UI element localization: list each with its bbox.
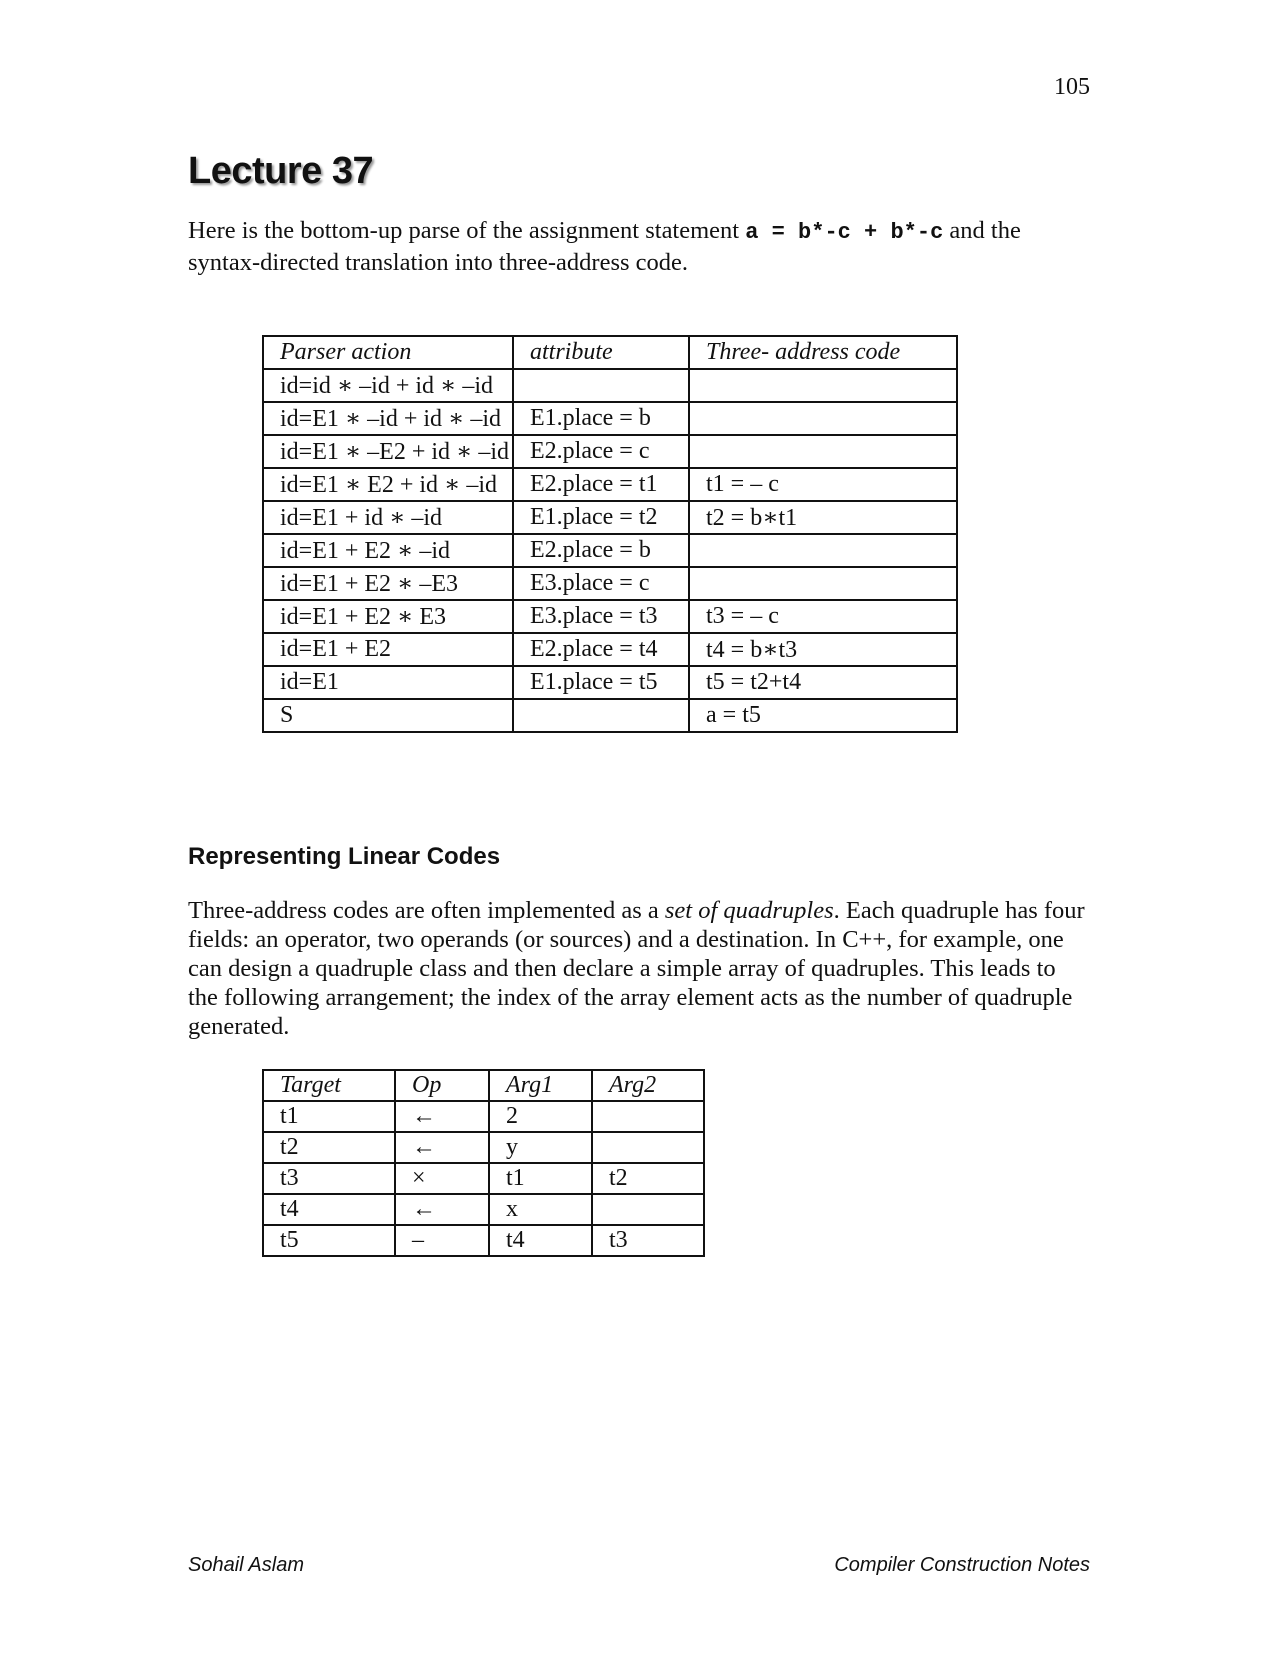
- parser-action-cell: id=E1 ∗ –id + id ∗ –id: [263, 402, 513, 435]
- header-target: Target: [263, 1070, 395, 1101]
- code-cell: [689, 402, 957, 435]
- table-row: [263, 534, 957, 567]
- arg1-cell: x: [489, 1194, 592, 1225]
- table-row: [263, 1101, 704, 1132]
- parser-action-cell: id=E1 ∗ E2 + id ∗ –id: [263, 468, 513, 501]
- quadruple-table: [262, 1069, 705, 1257]
- table-row: [263, 402, 957, 435]
- op-cell: –: [395, 1225, 489, 1256]
- code-cell: [689, 567, 957, 600]
- table-row: [263, 633, 957, 666]
- attribute-cell: E3.place = c: [513, 567, 689, 600]
- code-cell: a = t5: [689, 699, 957, 732]
- para-text-after: . Each quadruple has four fields: an operator, two operands (or sources) and a destination. In C++, for example, one can design a quadruple class and then declare a simple array of quadruples. This leads to the following arrangement; the index of the array element acts as the number of quadruple generated.: [188, 897, 1085, 1040]
- arg2-cell: [592, 1101, 704, 1132]
- attribute-cell: E1.place = t5: [513, 666, 689, 699]
- code-cell: [689, 534, 957, 567]
- parser-action-cell: id=E1 ∗ –E2 + id ∗ –id: [263, 435, 513, 468]
- parse-table: [262, 335, 958, 733]
- para-text-before: Three-address codes are often implemented as a: [188, 897, 665, 924]
- intro-code: a = b*-c + b*-c: [745, 220, 944, 245]
- table-row: [263, 600, 957, 633]
- section-heading: Representing Linear Codes: [188, 843, 501, 870]
- section-paragraph: [188, 896, 1088, 1041]
- arg1-cell: t1: [489, 1163, 592, 1194]
- arg1-cell: y: [489, 1132, 592, 1163]
- header-attribute: attribute: [513, 336, 689, 369]
- parser-action-cell: id=E1 + id ∗ –id: [263, 501, 513, 534]
- arg1-cell: 2: [489, 1101, 592, 1132]
- target-cell: t1: [263, 1101, 395, 1132]
- header-arg1: Arg1: [489, 1070, 592, 1101]
- target-cell: t2: [263, 1132, 395, 1163]
- parser-action-cell: id=E1 + E2 ∗ –id: [263, 534, 513, 567]
- parse-table-header-row: [263, 336, 957, 369]
- attribute-cell: E3.place = t3: [513, 600, 689, 633]
- attribute-cell: [513, 369, 689, 402]
- arg2-cell: t3: [592, 1225, 704, 1256]
- code-cell: t4 = b∗t3: [689, 633, 957, 666]
- quad-table-header-row: [263, 1070, 704, 1101]
- arg2-cell: [592, 1132, 704, 1163]
- attribute-cell: E1.place = b: [513, 402, 689, 435]
- arg2-cell: t2: [592, 1163, 704, 1194]
- intro-text-before: Here is the bottom-up parse of the assignment statement: [188, 217, 746, 244]
- parser-action-cell: id=E1 + E2 ∗ –E3: [263, 567, 513, 600]
- para-emphasis: set of quadruples: [664, 897, 834, 924]
- lecture-title: Lecture 37: [188, 150, 374, 192]
- table-row: [263, 501, 957, 534]
- attribute-cell: E1.place = t2: [513, 501, 689, 534]
- op-cell: ←: [395, 1132, 489, 1163]
- table-row: [263, 369, 957, 402]
- attribute-cell: E2.place = t1: [513, 468, 689, 501]
- code-cell: [689, 435, 957, 468]
- parser-action-cell: id=E1 + E2: [263, 633, 513, 666]
- attribute-cell: E2.place = t4: [513, 633, 689, 666]
- table-row: [263, 435, 957, 468]
- header-three-address-code: Three- address code: [689, 336, 957, 369]
- intro-text-after: and the syntax-directed translation into three-address code.: [188, 217, 1021, 276]
- table-row: [263, 567, 957, 600]
- target-cell: t3: [263, 1163, 395, 1194]
- intro-paragraph: [188, 216, 1088, 278]
- table-row: [263, 1132, 704, 1163]
- parser-action-cell: S: [263, 699, 513, 732]
- table-row: [263, 666, 957, 699]
- op-cell: ×: [395, 1163, 489, 1194]
- parser-action-cell: id=id ∗ –id + id ∗ –id: [263, 369, 513, 402]
- parser-action-cell: id=E1: [263, 666, 513, 699]
- arg2-cell: [592, 1194, 704, 1225]
- code-cell: t2 = b∗t1: [689, 501, 957, 534]
- header-arg2: Arg2: [592, 1070, 704, 1101]
- table-row: [263, 1225, 704, 1256]
- code-cell: [689, 369, 957, 402]
- target-cell: t5: [263, 1225, 395, 1256]
- attribute-cell: E2.place = c: [513, 435, 689, 468]
- code-cell: t3 = – c: [689, 600, 957, 633]
- code-cell: t1 = – c: [689, 468, 957, 501]
- op-cell: ←: [395, 1194, 489, 1225]
- table-row: [263, 1163, 704, 1194]
- arg1-cell: t4: [489, 1225, 592, 1256]
- page-number: 105: [1054, 74, 1090, 100]
- table-row: [263, 699, 957, 732]
- footer-book-title: Compiler Construction Notes: [834, 1554, 1090, 1576]
- parser-action-cell: id=E1 + E2 ∗ E3: [263, 600, 513, 633]
- table-row: [263, 468, 957, 501]
- footer-author: Sohail Aslam: [188, 1554, 304, 1576]
- header-parser-action: Parser action: [263, 336, 513, 369]
- code-cell: t5 = t2+t4: [689, 666, 957, 699]
- attribute-cell: E2.place = b: [513, 534, 689, 567]
- header-op: Op: [395, 1070, 489, 1101]
- table-row: [263, 1194, 704, 1225]
- target-cell: t4: [263, 1194, 395, 1225]
- op-cell: ←: [395, 1101, 489, 1132]
- attribute-cell: [513, 699, 689, 732]
